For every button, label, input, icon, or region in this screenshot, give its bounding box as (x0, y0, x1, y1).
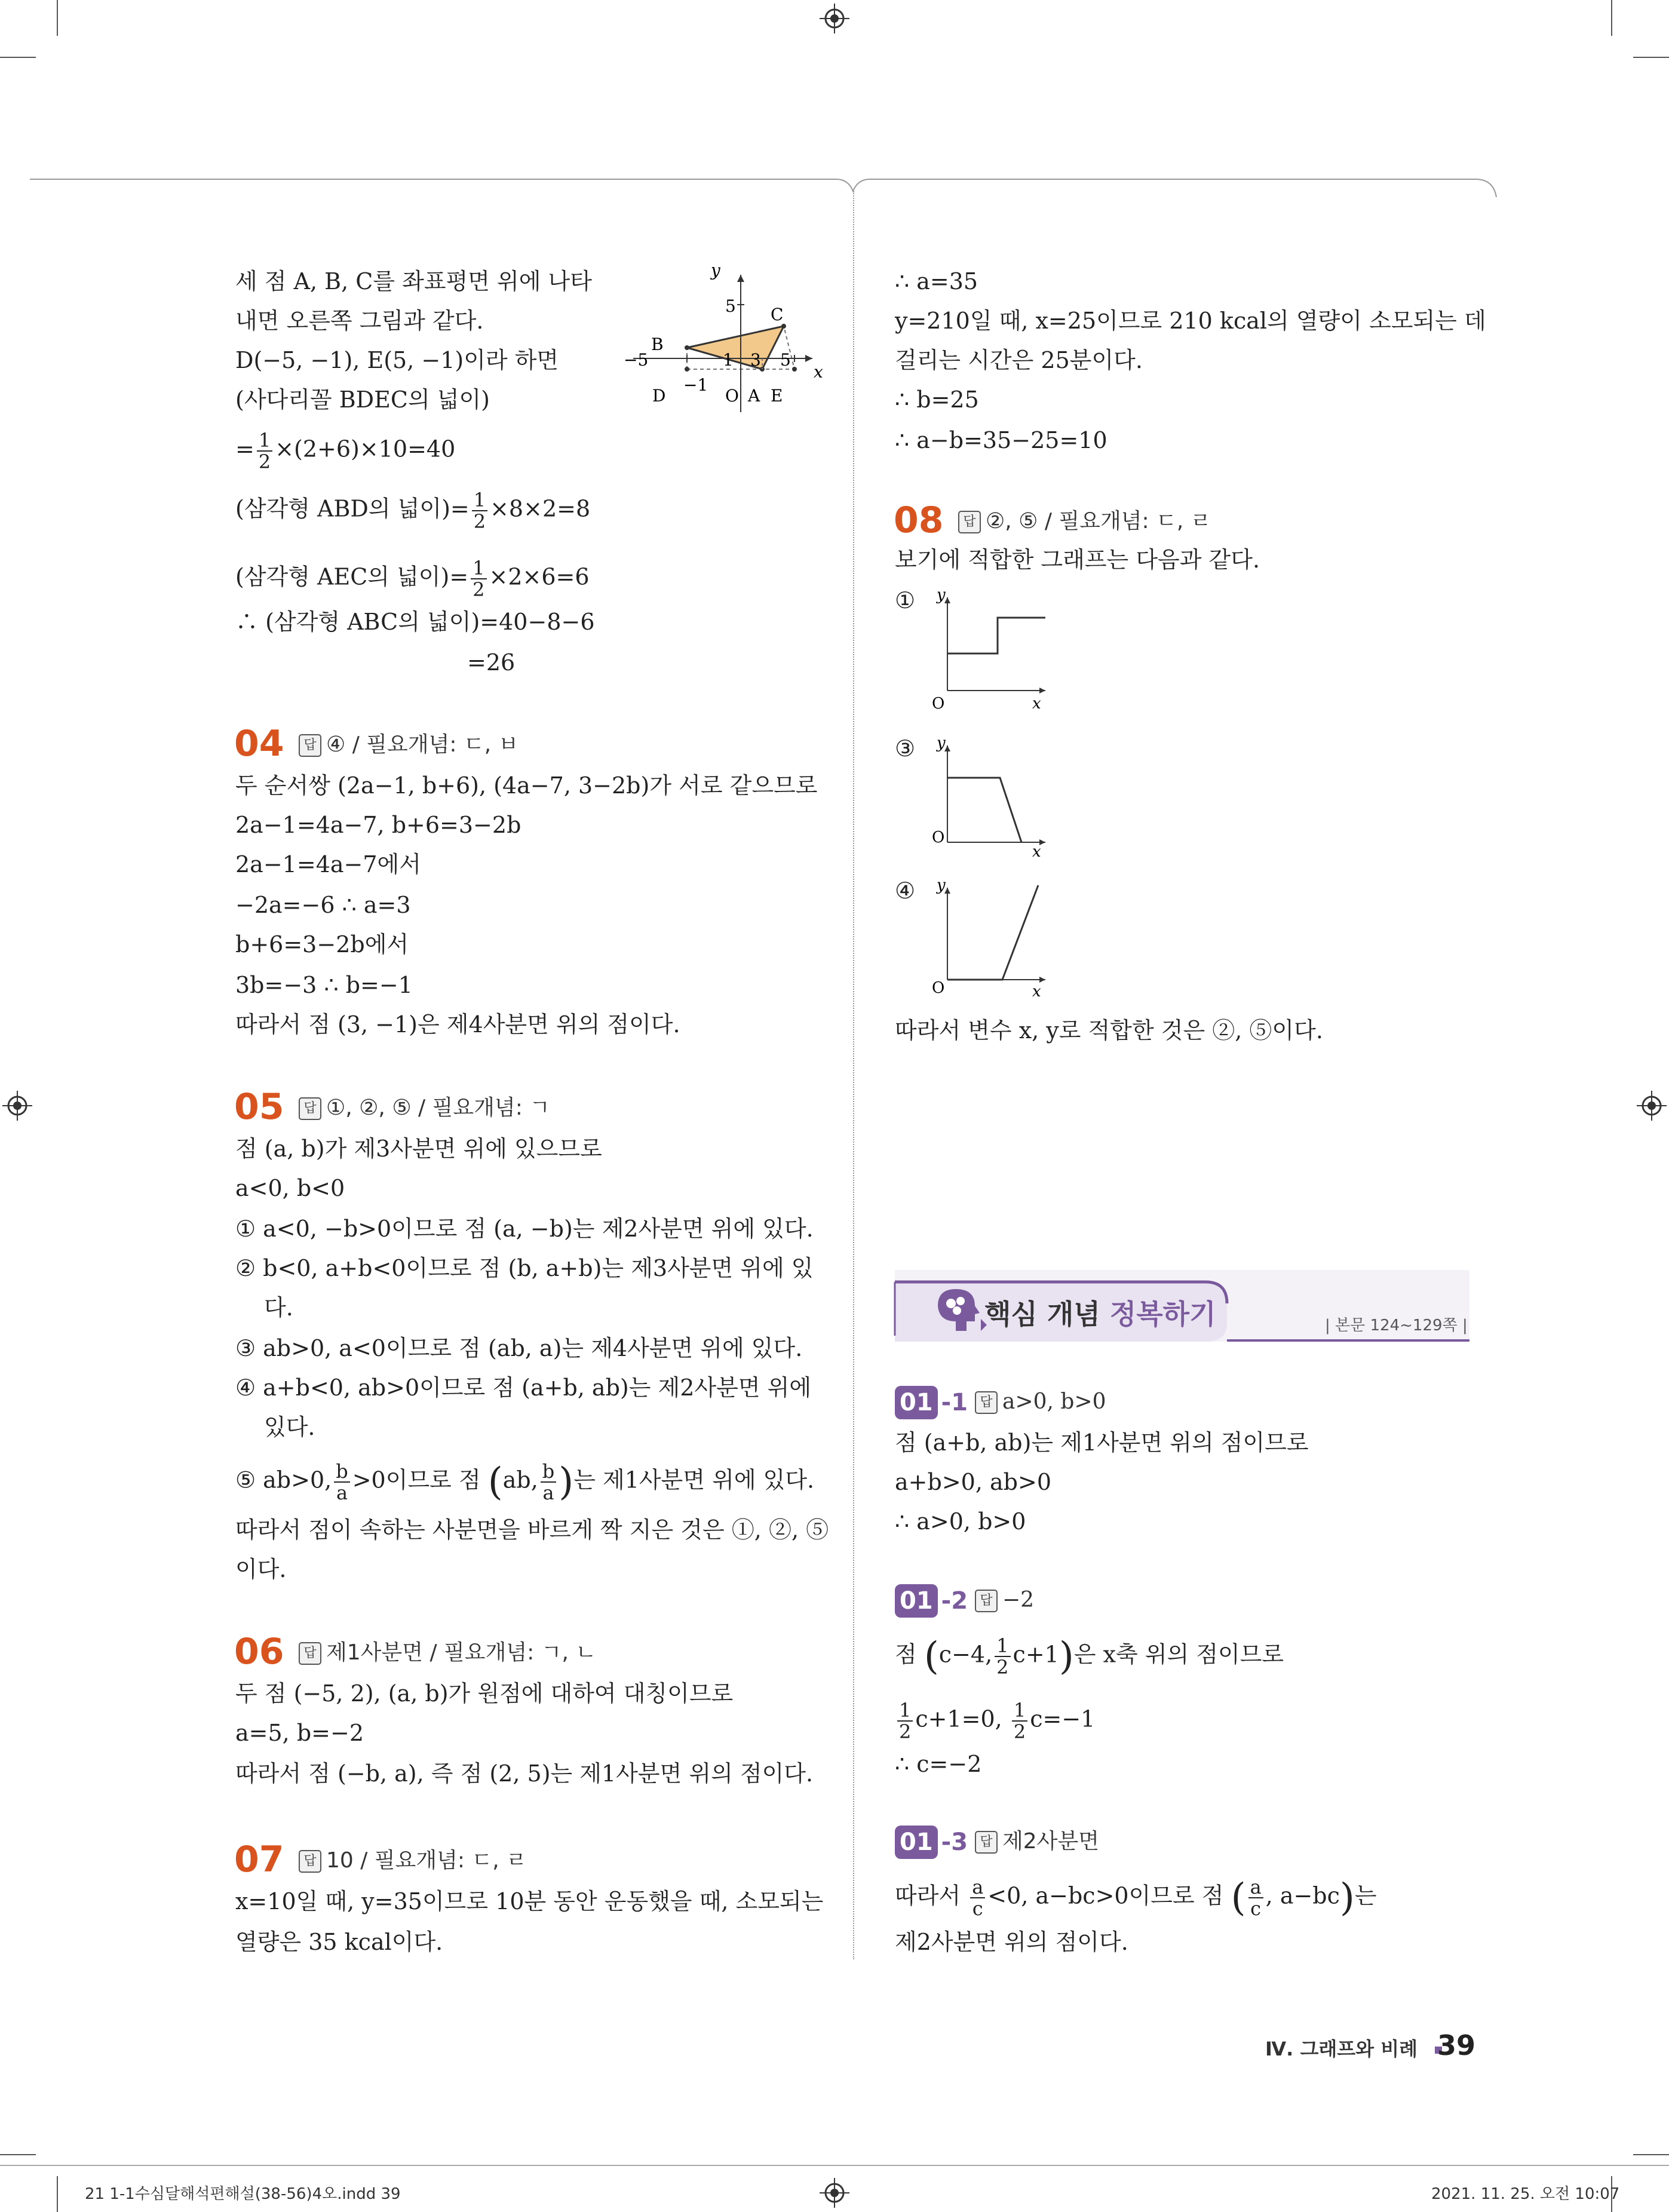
q2-line2: $\frac{1}{2}$ c+1=0, $\frac{1}{2}$ c=−1 (895, 1700, 1095, 1742)
p05-line1: 점 (a, b)가 제3사분면 위에 있으므로 (235, 1136, 602, 1162)
p04-line7: 따라서 점 (3, −1)은 제4사분면 위의 점이다. (235, 1011, 680, 1038)
problem-number: 05 (234, 1086, 284, 1128)
answer-icon: 답 (958, 511, 981, 533)
p03-line3: D(−5, −1), E(5, −1)이라 하면 (235, 347, 559, 373)
banner-title-part2: 정복하기 (1109, 1298, 1216, 1330)
p05-line4: ② b<0, a+b<0이므로 점 (b, a+b)는 제3사분면 위에 있 (235, 1255, 814, 1281)
banner-page-ref: | 본문 124~129쪽 | (1325, 1317, 1468, 1334)
problem-header: 답 10 / 필요개념: ㄷ, ㄹ (299, 1846, 527, 1876)
p07c-line3: 걸리는 시간은 25분이다. (895, 347, 1143, 373)
p06-line1: 두 점 (−5, 2), (a, b)가 원점에 대하여 대칭이므로 (235, 1680, 734, 1707)
problem-number: 04 (234, 723, 284, 765)
graph-label: ③ (895, 735, 916, 762)
p07c-line2: y=210일 때, x=25이므로 210 kcal의 열량이 소모되는 데 (895, 308, 1486, 334)
svg-text:y: y (937, 734, 946, 752)
crop-mark (57, 0, 58, 36)
p05-line3: ① a<0, −b>0이므로 점 (a, −b)는 제2사분면 위에 있다. (235, 1216, 814, 1242)
p03-line5: = $\frac{1}{2}$ ×(2+6)×10=40 (235, 429, 456, 473)
answer-icon: 답 (299, 734, 321, 757)
q2-line1: 점 (c−4, $\frac{1}{2}$ c+1)은 x축 위의 점이므로 (895, 1634, 1284, 1679)
p05-line6: ③ ab>0, a<0이므로 점 (ab, a)는 제4사분면 위에 있다. (235, 1335, 803, 1361)
p03-line4: (사다리꼴 BDEC의 넓이) (235, 386, 490, 413)
graph-3-decrease (932, 734, 1051, 861)
question-answer: 답 a>0, b>0 (975, 1387, 1106, 1417)
answer-icon: 답 (975, 1391, 998, 1414)
svg-text:x: x (1032, 695, 1041, 713)
svg-text:5: 5 (780, 350, 791, 370)
brain-head-icon (927, 1283, 984, 1337)
crop-mark (1633, 2154, 1669, 2155)
graph-1-step (932, 586, 1051, 713)
banner-title-part1: 핵심 개념 (984, 1298, 1110, 1330)
svg-text:x: x (1032, 843, 1041, 861)
svg-text:3: 3 (750, 350, 761, 370)
svg-text:y: y (937, 586, 946, 604)
print-slug-date: 2021. 11. 25. 오전 10:07 (1431, 2185, 1620, 2203)
q1-line3: ∴ a>0, b>0 (895, 1508, 1026, 1535)
p06-line2: a=5, b=−2 (235, 1720, 364, 1746)
print-slug-line (0, 2165, 1669, 2166)
problem-header: 답 ④ / 필요개념: ㄷ, ㅂ (299, 730, 519, 760)
p04-line6: 3b=−3 ∴ b=−1 (235, 972, 413, 998)
p05-line8: 있다. (264, 1414, 315, 1440)
p05-line11: 이다. (235, 1556, 287, 1582)
svg-text:1: 1 (723, 350, 734, 370)
p03-line7: (삼각형 AEC의 넓이)= $\frac{1}{2}$ ×2×6=6 (235, 557, 590, 601)
q2-line3: ∴ c=−2 (895, 1751, 982, 1777)
crop-mark (1611, 0, 1612, 36)
svg-text:C: C (771, 305, 784, 324)
problem-number: 07 (234, 1839, 284, 1880)
p07-line1: x=10일 때, y=35이므로 10분 동안 운동했을 때, 소모되는 (235, 1888, 824, 1915)
fig-x-label: x (814, 362, 823, 382)
question-badge: 01 -2 (895, 1584, 968, 1618)
p04-line4: −2a=−6 ∴ a=3 (235, 892, 411, 918)
p04-line2: 2a−1=4a−7, b+6=3−2b (235, 812, 521, 838)
problem-header: 답 ①, ②, ⑤ / 필요개념: ㄱ (299, 1093, 550, 1123)
answer-icon: 답 (299, 1850, 321, 1873)
svg-text:y: y (937, 876, 946, 894)
svg-text:O: O (932, 695, 945, 713)
answer-icon: 답 (975, 1831, 998, 1854)
problem-number: 08 (894, 499, 944, 541)
header-frame (0, 0, 1669, 251)
column-divider (853, 191, 854, 1959)
problem-header: 답 제1사분면 / 필요개념: ㄱ, ㄴ (299, 1638, 596, 1668)
svg-text:E: E (771, 386, 783, 406)
p05-line7: ④ a+b<0, ab>0이므로 점 (a+b, ab)는 제2사분면 위에 (235, 1375, 812, 1401)
print-slug-file: 21 1-1수심달해석편해설(38-56)4오.indd 39 (85, 2185, 401, 2203)
p04-line5: b+6=3−2b에서 (235, 931, 409, 958)
p07c-line5: ∴ a−b=35−25=10 (895, 427, 1107, 453)
p07-line2: 열량은 35 kcal이다. (235, 1929, 443, 1955)
problem-number: 06 (234, 1631, 284, 1673)
graph-label: ④ (895, 878, 916, 904)
question-answer: 답 제2사분면 (975, 1827, 1099, 1857)
problem-header: 답 ②, ⑤ / 필요개념: ㄷ, ㄹ (958, 507, 1211, 536)
p05-line9: ⑤ ab>0, $\frac{b}{a}$ >0이므로 점 (ab, $\frac{b}{a}$ )는 제1사분면 위에 있다. (235, 1460, 815, 1504)
svg-text:O: O (932, 979, 945, 997)
p07c-line1: ∴ a=35 (895, 268, 978, 294)
question-badge: 01 -1 (895, 1386, 968, 1419)
svg-text:−1: −1 (683, 375, 708, 395)
registration-mark-left (2, 1091, 32, 1121)
svg-text:5: 5 (725, 296, 736, 316)
answer-icon: 답 (299, 1097, 321, 1120)
p06-line3: 따라서 점 (−b, a), 즉 점 (2, 5)는 제1사분면 위의 점이다. (235, 1760, 814, 1787)
svg-text:D: D (652, 386, 666, 406)
p04-line1: 두 순서쌍 (2a−1, b+6), (4a−7, 3−2b)가 서로 같으므로 (235, 772, 818, 799)
q1-line1: 점 (a+b, ab)는 제1사분면 위의 점이므로 (895, 1429, 1309, 1456)
core-concept-banner (895, 1270, 1469, 1342)
graph-4-increase (932, 876, 1051, 1001)
question-badge: 01 -3 (895, 1826, 968, 1859)
svg-text:O: O (725, 386, 739, 406)
registration-mark-bottom (820, 2178, 849, 2208)
page-number: 39 (1437, 2029, 1476, 2061)
p04-line3: 2a−1=4a−7에서 (235, 851, 421, 878)
p03-line6: (삼각형 ABD의 넓이)= $\frac{1}{2}$ ×8×2=8 (235, 489, 591, 533)
q3-line1: 따라서 $\frac{a}{c}$ <0, a−bc>0이므로 점 ( $\frac{a}{c}$ , a−bc)는 (895, 1876, 1377, 1920)
p03-line2: 내면 오른쪽 그림과 같다. (235, 308, 484, 334)
graph-label: ① (895, 587, 916, 613)
q3-line2: 제2사분면 위의 점이다. (895, 1929, 1128, 1955)
registration-mark-right (1637, 1091, 1667, 1121)
registration-mark-top (820, 4, 849, 33)
p03-line1: 세 점 A, B, C를 좌표평면 위에 나타 (235, 268, 592, 294)
crop-mark (57, 2176, 58, 2212)
fraction-half: $\frac{1}{2}$ (257, 430, 272, 472)
svg-text:x: x (1032, 983, 1041, 1001)
svg-text:B: B (651, 335, 664, 354)
p08-conclusion: 따라서 변수 x, y로 적합한 것은 ②, ⑤이다. (895, 1017, 1323, 1044)
question-answer: 답 −2 (975, 1585, 1034, 1615)
p07c-line4: ∴ b=25 (895, 386, 979, 413)
p03-line8: ∴ (삼각형 ABC의 넓이)=40−8−6 (235, 609, 595, 635)
p03-line9: =26 (467, 649, 516, 676)
svg-text:A: A (748, 386, 760, 406)
p05-line2: a<0, b<0 (235, 1175, 345, 1201)
answer-icon: 답 (299, 1642, 321, 1665)
svg-text:O: O (932, 829, 945, 846)
p05-line10: 따라서 점이 속하는 사분면을 바르게 짝 지은 것은 ①, ②, ⑤ (235, 1517, 829, 1543)
crop-mark (0, 2154, 36, 2155)
answer-icon: 답 (975, 1590, 998, 1612)
p08-line1: 보기에 적합한 그래프는 다음과 같다. (895, 547, 1260, 573)
p05-line5: 다. (264, 1294, 293, 1321)
page-footer-chapter: Ⅳ. 그래프와 비례 (1265, 2031, 1453, 2067)
q1-line2: a+b>0, ab>0 (895, 1469, 1051, 1495)
crop-mark (0, 57, 36, 58)
fig-y-label: y (711, 260, 720, 280)
p03-coordinate-figure (621, 260, 823, 418)
svg-text:−5: −5 (624, 350, 649, 370)
crop-mark (1633, 57, 1669, 58)
